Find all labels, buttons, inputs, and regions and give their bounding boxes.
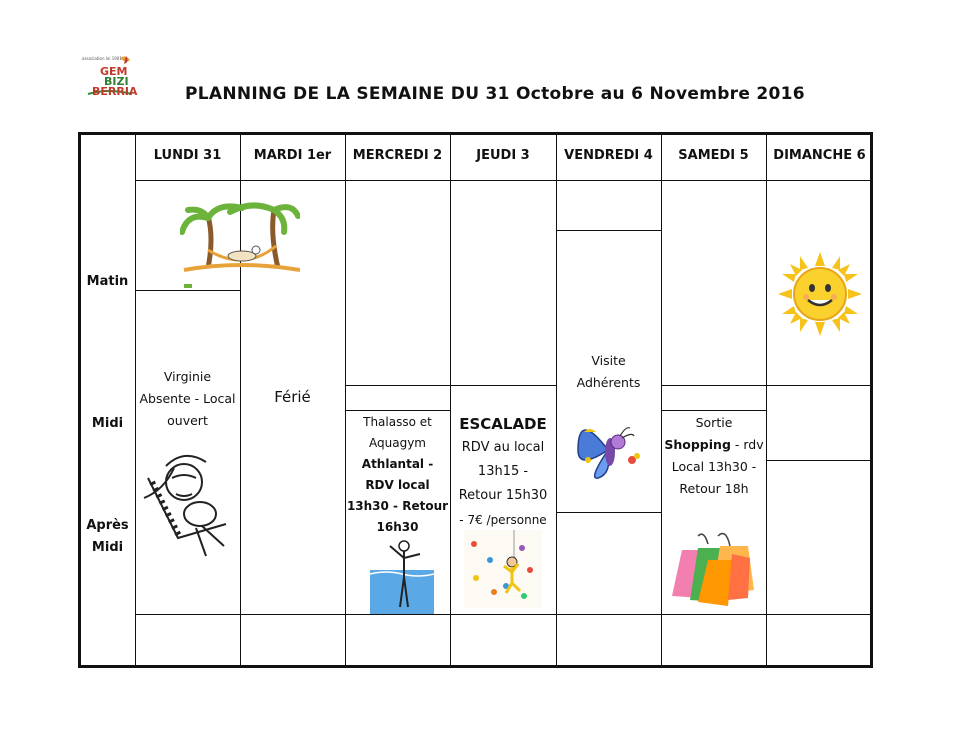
cell-line <box>556 230 661 231</box>
header-row-line <box>135 180 873 181</box>
day-header-dimanche: DIMANCHE 6 <box>773 148 866 163</box>
cell-line <box>556 512 661 513</box>
sun-image <box>778 252 862 336</box>
col-line <box>556 132 557 668</box>
day-header-lundi: LUNDI 31 <box>153 148 222 163</box>
row-label-apres: Après <box>86 518 129 533</box>
shopping-bags-image <box>668 530 758 610</box>
logo-word-3: BERRIA <box>92 85 138 98</box>
relaxing-character-image <box>142 438 232 566</box>
row-label-midi: Midi <box>91 416 124 431</box>
page-title: PLANNING DE LA SEMAINE DU 31 Octobre au 6 Novembre 2016 <box>185 84 805 104</box>
cell-line <box>661 410 767 411</box>
day-header-mercredi: MERCREDI 2 <box>352 148 443 163</box>
cell-line <box>345 385 556 386</box>
vendredi-text: Visite Adhérents <box>576 353 641 390</box>
bottom-row-line <box>135 614 873 615</box>
cell-line <box>661 385 873 386</box>
day-header-jeudi: JEUDI 3 <box>476 148 530 163</box>
day-header-mardi: MARDI 1er <box>253 148 332 163</box>
logo: association loi 1901 GEM BIZI BERRIA <box>82 56 138 98</box>
climbing-wall-image <box>464 530 542 608</box>
day-header-vendredi: VENDREDI 4 <box>564 148 653 163</box>
cell-line <box>135 290 240 291</box>
logo-word-1: GEM <box>100 65 128 78</box>
col-line <box>345 132 346 668</box>
butterfly-image <box>574 420 644 480</box>
mardi-ferie: Férié <box>274 388 311 406</box>
cell-line <box>345 410 450 411</box>
jeudi-text: ESCALADE RDV au local 13h15 - Retour 15h30 - 7€ /personne <box>458 415 548 527</box>
logo-word-2: BIZI <box>104 75 129 88</box>
day-header-samedi: SAMEDI 5 <box>678 148 749 163</box>
lundi-text: Virginie Absente - Local ouvert <box>139 369 236 428</box>
hammock-palms-image <box>180 198 300 290</box>
row-label-matin: Matin <box>86 274 129 289</box>
row-label-apres-midi: Midi <box>91 540 124 555</box>
aquagym-image <box>370 538 434 614</box>
col-line <box>766 132 767 668</box>
col-line <box>661 132 662 668</box>
samedi-text: Sortie Shopping - rdv Local 13h30 - Retour 18h <box>664 415 764 496</box>
cell-line <box>766 460 873 461</box>
mercredi-text: Thalasso et Aquagym Athlantal - RDV local 13h30 - Retour 16h30 <box>346 415 449 534</box>
col-line <box>450 132 451 668</box>
